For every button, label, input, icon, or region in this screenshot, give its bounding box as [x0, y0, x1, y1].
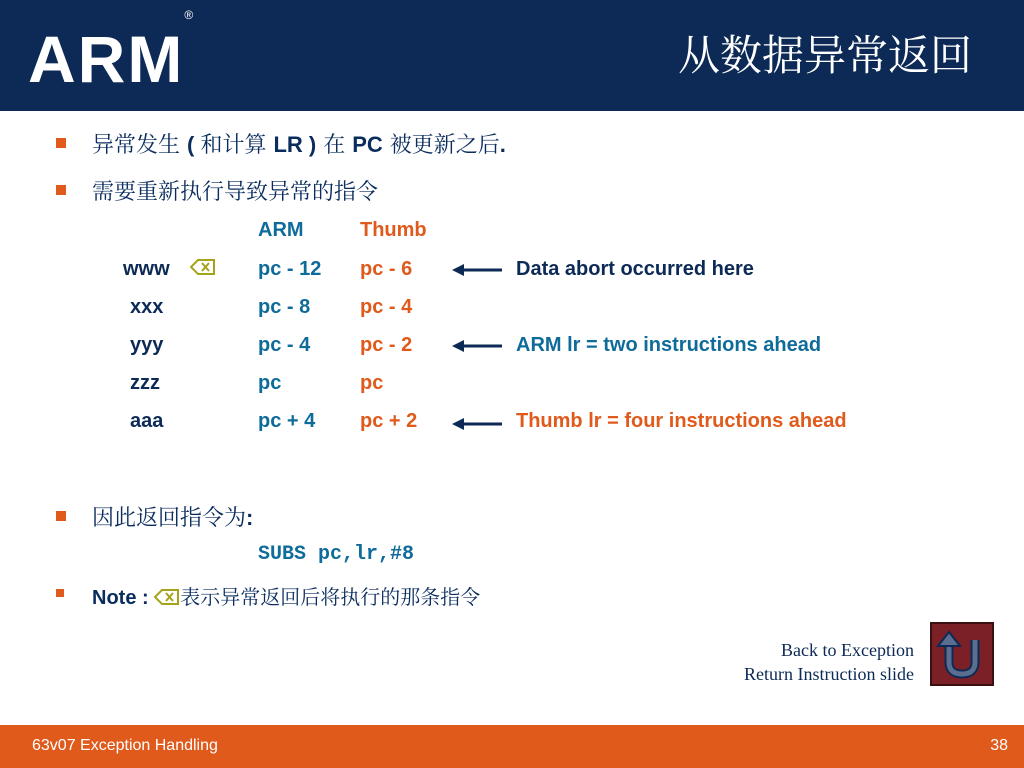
- note-text: [92, 581, 480, 610]
- next-instruction-marker-icon: [190, 258, 216, 276]
- slide-title: 从数据异常返回: [677, 31, 972, 80]
- header-arm: ARM: [258, 219, 304, 241]
- back-link-line[interactable]: Back to Exception: [781, 640, 914, 660]
- annotation-data-abort: Data abort occurred here: [516, 258, 754, 280]
- arm-offset: pc: [258, 372, 282, 394]
- arm-offset: pc - 4: [258, 334, 311, 356]
- bullet-3-part: 因此返回指令为: [92, 506, 247, 531]
- return-instruction-code: SUBS pc,lr,#8: [258, 543, 415, 566]
- bullet-marker: [56, 185, 66, 195]
- footer-course: 63v07 Exception Handling: [32, 737, 218, 754]
- back-link-line[interactable]: Return Instruction slide: [744, 664, 914, 684]
- page-number: 38: [990, 737, 1008, 754]
- next-instruction-marker-icon: [154, 588, 180, 606]
- note-description: 表示异常返回后将执行的那条指令: [180, 585, 481, 609]
- arm-offset: pc - 12: [258, 258, 322, 280]
- bullet-1-text: [92, 128, 506, 159]
- header-bar: [0, 0, 1024, 111]
- row-label: www: [123, 258, 170, 280]
- thumb-offset: pc - 4: [360, 296, 413, 318]
- back-link[interactable]: [744, 638, 914, 686]
- bullet-1-part: 和计算: [200, 133, 274, 158]
- row-label: aaa: [130, 410, 164, 432]
- arm-logo: [28, 8, 194, 96]
- left-arrow-icon: [452, 338, 504, 354]
- thumb-offset: pc - 2: [360, 334, 413, 356]
- left-arrow-icon: [452, 262, 504, 278]
- bullet-1-part: LR ): [273, 132, 317, 157]
- bullet-marker: [56, 589, 64, 597]
- bullet-marker: [56, 138, 66, 148]
- bullet-1-part: PC: [352, 132, 383, 157]
- header-thumb: Thumb: [360, 219, 427, 241]
- bullet-1-part: (: [187, 132, 201, 157]
- arm-offset: pc + 4: [258, 410, 316, 432]
- note-label: Note :: [92, 587, 149, 609]
- thumb-offset: pc: [360, 372, 384, 394]
- bullet-1-part: 在: [316, 133, 353, 158]
- bullet-1-part: 被更新之后: [382, 133, 500, 158]
- left-arrow-icon: [452, 416, 504, 432]
- bullet-3-text: [92, 501, 253, 532]
- bullet-1-part: 异常发生: [92, 133, 187, 158]
- bullet-2-text: 需要重新执行导致异常的指令: [92, 180, 379, 205]
- logo-text: ARM: [28, 22, 185, 96]
- row-label: zzz: [130, 372, 160, 394]
- thumb-offset: pc - 6: [360, 258, 413, 280]
- arm-offset: pc - 8: [258, 296, 311, 318]
- u-turn-return-icon: [932, 624, 992, 684]
- row-label: xxx: [130, 296, 164, 318]
- registered-mark: ®: [184, 8, 194, 22]
- annotation-thumb-lr: Thumb lr = four instructions ahead: [516, 410, 847, 432]
- back-button[interactable]: [930, 622, 994, 686]
- bullet-marker: [56, 511, 66, 521]
- thumb-offset: pc + 2: [360, 410, 418, 432]
- bullet-1-part: .: [499, 132, 506, 157]
- bullet-3-part: :: [246, 505, 254, 530]
- footer-bar: [0, 725, 1024, 768]
- row-label: yyy: [130, 334, 164, 356]
- annotation-arm-lr: ARM lr = two instructions ahead: [516, 334, 822, 356]
